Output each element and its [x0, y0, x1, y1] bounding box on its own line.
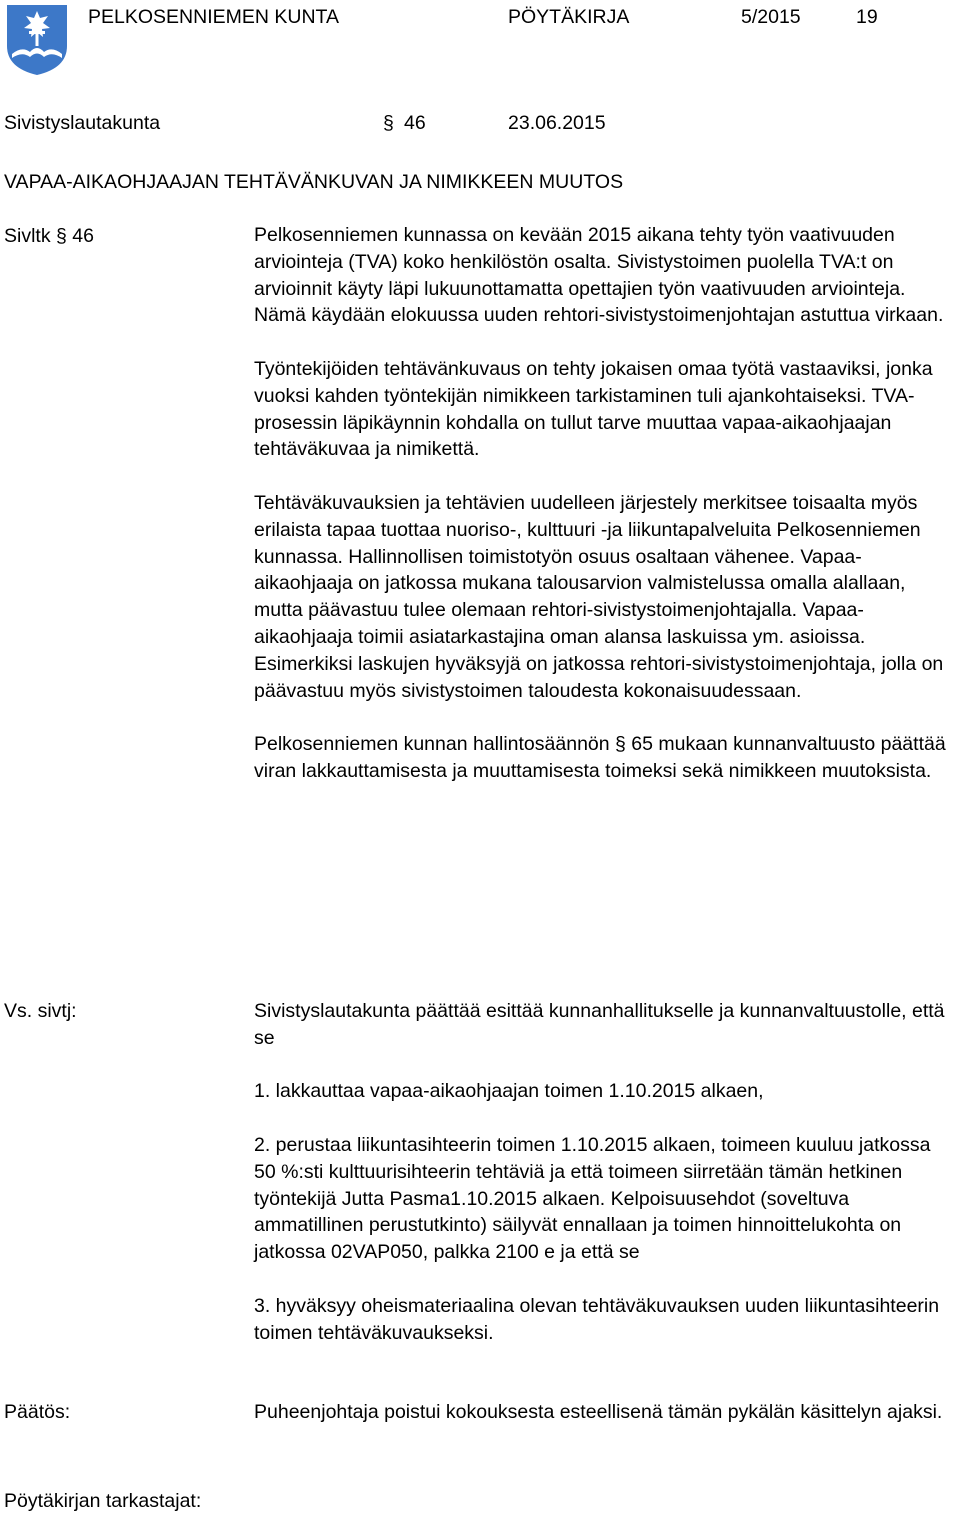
- case-label-prefix: Sivltk: [4, 225, 51, 247]
- page-number: 19: [856, 6, 878, 28]
- section-symbol: §: [383, 112, 394, 134]
- decision-text: [254, 1399, 956, 1426]
- proposal-paragraph: Sivistyslautakunta päättää esittää kunnanhallitukselle ja kunnanvaltuustolle, että se: [254, 1000, 945, 1049]
- section-number: 46: [404, 112, 426, 134]
- body-paragraph: Pelkosenniemen kunnassa on kevään 2015 aikana tehty työn vaativuuden arviointeja (TVA) koko henkilöstön osalta. Sivistystoimen puolella TVA:t on arvioinnit käyty läpi lukuunottamatta opettajien työn vaativuuden arviointeja. Nämä käydään elokuussa uuden rehtori-sivistystoimenjohtajan astuttua virkaan.: [254, 224, 944, 327]
- reviewers-label: Pöytäkirjan tarkastajat:: [4, 1490, 202, 1512]
- organization-name: PELKOSENNIEMEN KUNTA: [88, 6, 340, 28]
- proposal-label: Vs. sivtj:: [4, 1000, 77, 1022]
- meeting-date: 23.06.2015: [508, 112, 606, 134]
- document-title: VAPAA-AIKAOHJAAJAN TEHTÄVÄNKUVAN JA NIMIKKEEN MUUTOS: [4, 171, 624, 193]
- proposal-item: 3. hyväksyy oheismateriaalina olevan tehtäväkuvauksen uuden liikuntasihteerin toimen tehtäväkuvaukseksi.: [254, 1294, 940, 1344]
- proposal-text: [254, 998, 956, 1346]
- case-label-symbol: §: [56, 225, 67, 247]
- body-text: [254, 222, 956, 785]
- case-label: [4, 223, 94, 249]
- decision-label: Päätös:: [4, 1401, 71, 1423]
- coat-of-arms-icon: [6, 4, 68, 76]
- body-paragraph: Pelkosenniemen kunnan hallintosäännön § 65 mukaan kunnanvaltuusto päättää viran lakkauttamisesta ja muuttamisesta toimeksi sekä nimikkeen muutoksista.: [254, 733, 946, 782]
- board-name: Sivistyslautakunta: [4, 112, 161, 134]
- decision-paragraph: Puheenjohtaja poistui kokouksesta esteellisenä tämän pykälän käsittelyn ajaksi.: [254, 1401, 943, 1423]
- body-paragraph: Tehtäväkuvauksien ja tehtävien uudelleen järjestely merkitsee toisaalta myös erilaista tapaa tuottaa nuoriso-, kulttuuri -ja liikuntapalveluita Pelkosenniemen kunnassa. Hallinnollisen toimistotyön osuus osaltaan vähenee. Vapaa-aikaohjaaja on jatkossa mukana talousarvion valmistelussa omalla alallaan, mutta päävastuu tulee olemaan rehtori-sivistystoimenjohtajalla. Vapaa-aikaohjaaja toimii asiatarkastajina oman alansa laskuissa ym. asioissa. Esimerkiksi laskujen hyväksyjä on jatkossa rehtori-sivistystoimenjohtaja, jolla on päävastuu myös sivistystoimen taloudesta kokonaisuudessaan.: [254, 491, 944, 702]
- proposal-item: 1. lakkauttaa vapaa-aikaohjaajan toimen 1.10.2015 alkaen,: [254, 1080, 764, 1103]
- document-type: PÖYTÄKIRJA: [508, 6, 630, 28]
- body-paragraph: Työntekijöiden tehtävänkuvaus on tehty jokaisen omaa työtä vastaaviksi, jonka vuoksi kahden työntekijän nimikkeen tarkistaminen tuli ajankohtaiseksi. TVA-prosessin läpikäynnin kohdalla on tullut tarve muuttaa vapaa-aikaohjaajan tehtäväkuvaa ja nimikettä.: [254, 357, 933, 461]
- document-number: 5/2015: [741, 6, 801, 28]
- proposal-item: 2. perustaa liikuntasihteerin toimen 1.10.2015 alkaen, toimeen kuuluu jatkossa 50 %:sti kulttuurisihteerin tehtäviä ja että toimeen siirretään tämän hetkinen työntekijä Jutta Pasma1.10.2015 alkaen. Kelpoisuusehdot (soveltuva ammatillinen perustutkinto) säilyvät ennallaan ja toimen hinnoittelukohta on jatkossa 02VAP050, palkka 2100 e ja että se: [254, 1133, 931, 1264]
- case-label-number: 46: [72, 225, 94, 247]
